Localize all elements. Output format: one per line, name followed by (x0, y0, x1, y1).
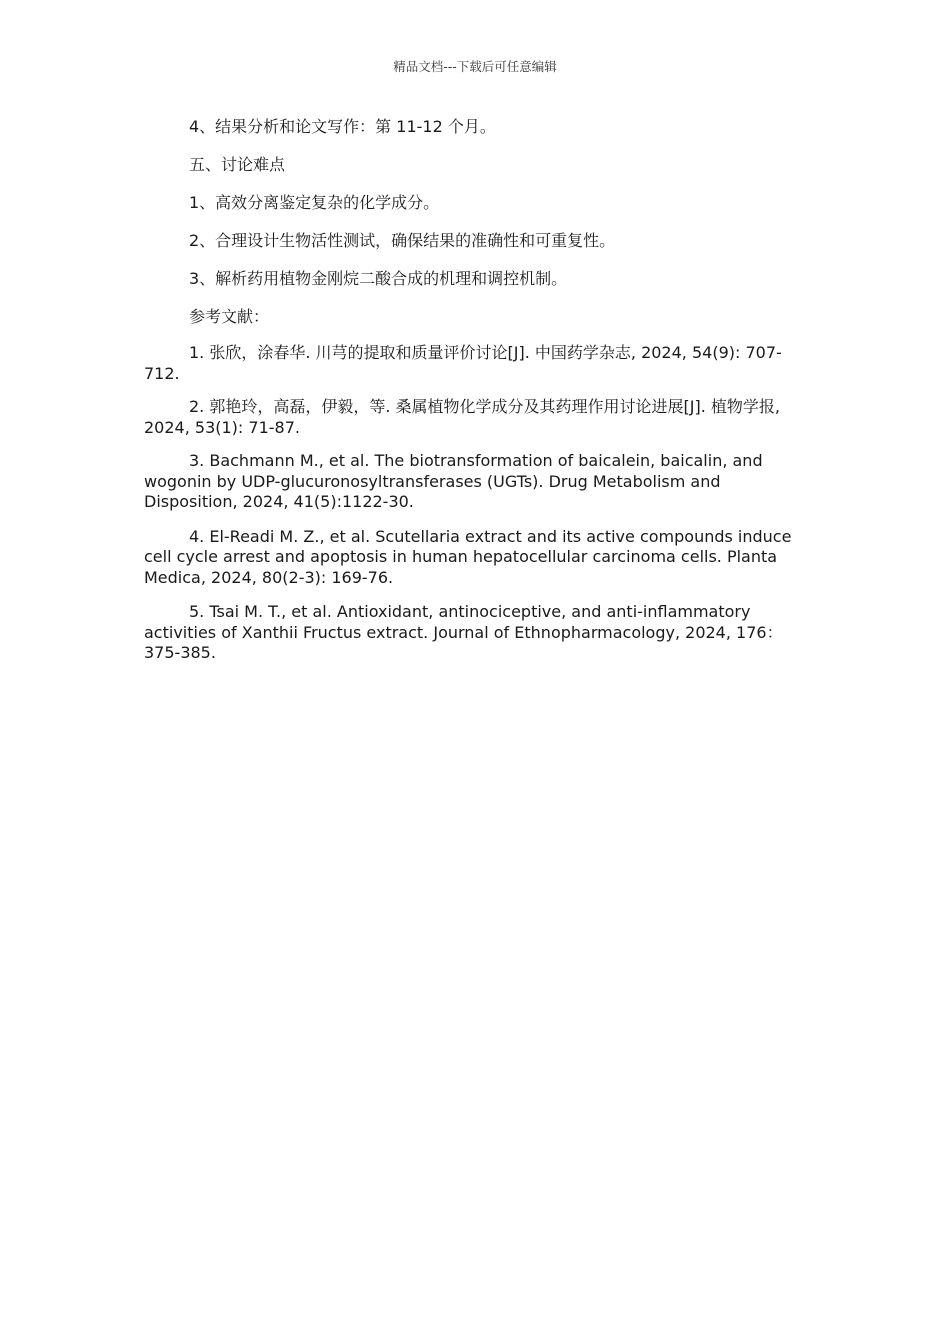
reference-item-4: 4. El-Readi M. Z., et al. Scutellaria extract and its active compounds induce cell cycle arrest and apoptosis in human hepatocellular carcinoma cells. Planta Medica, 2024, 80(2-3): 169-76. (144, 526, 792, 587)
difficulty-item-2: 2、合理设计生物活性测试，确保结果的准确性和可重复性。 (189, 231, 616, 250)
section-5-title: 五、讨论难点 (189, 155, 286, 174)
references-title: 参考文献： (189, 307, 270, 326)
plan-item-4: 4、结果分析和论文写作：第 11-12 个月。 (189, 117, 496, 136)
difficulty-item-1: 1、高效分离鉴定复杂的化学成分。 (189, 193, 440, 212)
reference-item-2: 2. 郭艳玲，高磊，伊毅，等. 桑属植物化学成分及其药理作用讨论进展[J]. 植物学报, 2024, 53(1): 71-87. (144, 397, 780, 437)
reference-item-5: 5. Tsai M. T., et al. Antioxidant, antinociceptive, and anti-inflammatory activities of Xanthii Fructus extract. Journal of Ethnopharmacology, 2024, 176：375-385. (144, 602, 783, 662)
document-body (144, 116, 804, 678)
page-header: 精品文档---下载后可任意编辑 (393, 59, 557, 74)
reference-item-3: 3. Bachmann M., et al. The biotransformation of baicalein, baicalin, and wogonin by UDP-glucuronosyltransferases (UGTs). Drug Metabolism and Disposition, 2024, 41(5):1122-30. (144, 451, 763, 511)
reference-item-1: 1. 张欣，涂春华. 川芎的提取和质量评价讨论[J]. 中国药学杂志, 2024, 54(9): 707-712. (144, 343, 782, 383)
difficulty-item-3: 3、解析药用植物金刚烷二酸合成的机理和调控机制。 (189, 269, 568, 288)
